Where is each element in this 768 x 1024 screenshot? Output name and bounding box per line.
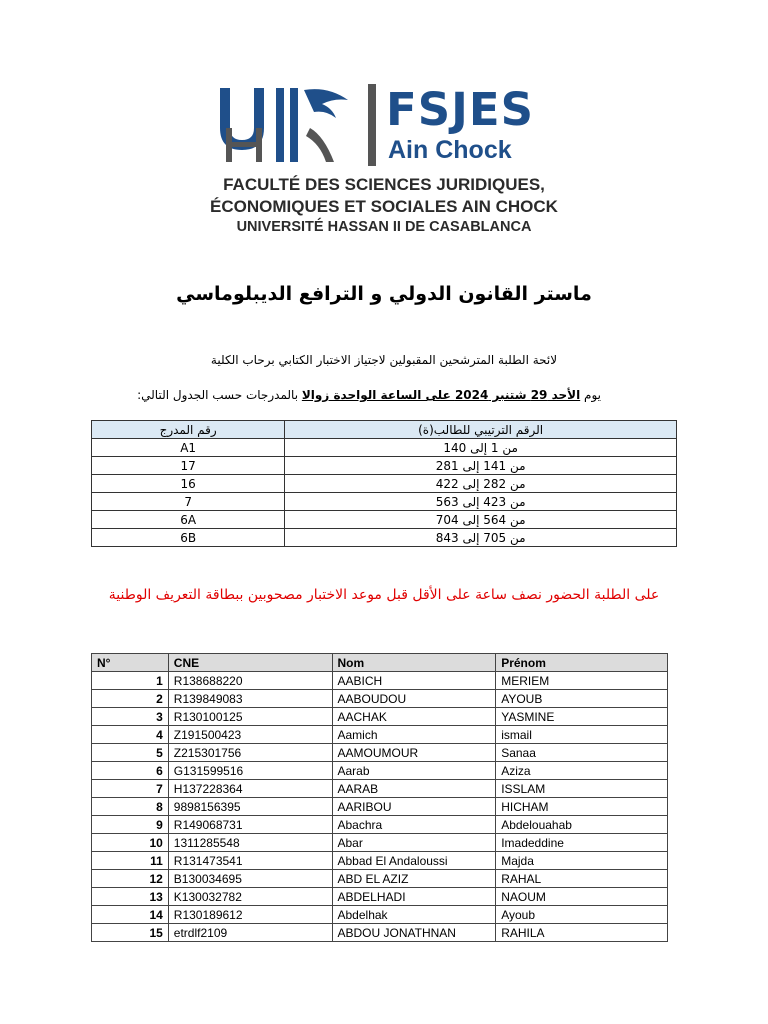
header-number: N° xyxy=(92,654,169,672)
table-row xyxy=(92,744,668,762)
student-nom: Abachra xyxy=(332,816,496,834)
student-number: 5 xyxy=(92,744,169,762)
student-cne: R131473541 xyxy=(168,852,332,870)
student-cne: 1311285548 xyxy=(168,834,332,852)
table-row xyxy=(92,834,668,852)
logo-title: FSJES xyxy=(386,83,535,136)
student-number: 4 xyxy=(92,726,169,744)
rooms-row xyxy=(92,457,677,475)
table-row xyxy=(92,816,668,834)
student-range: من 564 إلى 704 xyxy=(285,511,677,529)
student-prenom: Majda xyxy=(496,852,668,870)
room-number: 16 xyxy=(92,475,285,493)
master-title: ماستر القانون الدولي و الترافع الديبلوماسي xyxy=(176,283,592,305)
table-row xyxy=(92,726,668,744)
student-nom: Aamich xyxy=(332,726,496,744)
student-number: 7 xyxy=(92,780,169,798)
table-row xyxy=(92,690,668,708)
rooms-header-range: الرقم الترتيبي للطالب(ة) xyxy=(285,421,677,439)
student-nom: ABD EL AZIZ xyxy=(332,870,496,888)
student-cne: etrdlf2109 xyxy=(168,924,332,942)
student-prenom: HICHAM xyxy=(496,798,668,816)
student-prenom: RAHILA xyxy=(496,924,668,942)
table-row xyxy=(92,762,668,780)
room-number: 6A xyxy=(92,511,285,529)
room-number: 17 xyxy=(92,457,285,475)
table-row xyxy=(92,906,668,924)
student-prenom: RAHAL xyxy=(496,870,668,888)
student-cne: 9898156395 xyxy=(168,798,332,816)
room-number: 6B xyxy=(92,529,285,547)
student-number: 11 xyxy=(92,852,169,870)
rooms-body xyxy=(92,439,677,547)
student-number: 6 xyxy=(92,762,169,780)
students-table xyxy=(91,653,668,942)
header-prenom: Prénom xyxy=(496,654,668,672)
student-prenom: Imadeddine xyxy=(496,834,668,852)
student-cne: R130189612 xyxy=(168,906,332,924)
student-nom: Abdelhak xyxy=(332,906,496,924)
student-prenom: Sanaa xyxy=(496,744,668,762)
student-number: 13 xyxy=(92,888,169,906)
student-number: 10 xyxy=(92,834,169,852)
student-number: 3 xyxy=(92,708,169,726)
table-row xyxy=(92,780,668,798)
student-cne: Z215301756 xyxy=(168,744,332,762)
student-prenom: Abdelouahab xyxy=(496,816,668,834)
student-cne: H137228364 xyxy=(168,780,332,798)
room-number: A1 xyxy=(92,439,285,457)
student-nom: AABICH xyxy=(332,672,496,690)
student-cne: R130100125 xyxy=(168,708,332,726)
student-range: من 282 إلى 422 xyxy=(285,475,677,493)
rooms-row xyxy=(92,529,677,547)
rooms-row xyxy=(92,493,677,511)
table-row xyxy=(92,924,668,942)
student-number: 15 xyxy=(92,924,169,942)
student-number: 8 xyxy=(92,798,169,816)
student-number: 2 xyxy=(92,690,169,708)
student-number: 1 xyxy=(92,672,169,690)
room-number: 7 xyxy=(92,493,285,511)
student-prenom: ISSLAM xyxy=(496,780,668,798)
student-prenom: ismail xyxy=(496,726,668,744)
student-prenom: NAOUM xyxy=(496,888,668,906)
student-prenom: Aziza xyxy=(496,762,668,780)
date-suffix: بالمدرجات حسب الجدول التالي: xyxy=(137,388,299,402)
students-header-row xyxy=(92,654,668,672)
student-range: من 423 إلى 563 xyxy=(285,493,677,511)
student-nom: ABDOU JONATHNAN xyxy=(332,924,496,942)
rooms-row xyxy=(92,439,677,457)
student-prenom: Ayoub xyxy=(496,906,668,924)
student-prenom: AYOUB xyxy=(496,690,668,708)
exam-date: الأحد 29 شتنبر 2024 على الساعة الواحدة زوالا xyxy=(301,388,581,402)
date-prefix: يوم xyxy=(584,388,601,402)
rooms-header-room: رقم المدرج xyxy=(92,421,285,439)
student-number: 12 xyxy=(92,870,169,888)
student-number: 9 xyxy=(92,816,169,834)
faculty-line-2: ÉCONOMIQUES ET SOCIALES AIN CHOCK xyxy=(210,197,558,216)
uh2-emblem-icon xyxy=(218,84,378,166)
student-nom: ABDELHADI xyxy=(332,888,496,906)
student-cne: Z191500423 xyxy=(168,726,332,744)
table-row xyxy=(92,672,668,690)
list-title: لائحة الطلبة المترشحين المقبولين لاجتياز الاختبار الكتابي برحاب الكلية xyxy=(210,353,558,367)
student-nom: Abar xyxy=(332,834,496,852)
rooms-row xyxy=(92,511,677,529)
rooms-row xyxy=(92,475,677,493)
student-prenom: MERIEM xyxy=(496,672,668,690)
table-row xyxy=(92,852,668,870)
student-cne: R149068731 xyxy=(168,816,332,834)
header-cne: CNE xyxy=(168,654,332,672)
student-cne: G131599516 xyxy=(168,762,332,780)
student-range: من 1 إلى 140 xyxy=(285,439,677,457)
students-body xyxy=(92,672,668,942)
student-cne: K130032782 xyxy=(168,888,332,906)
table-row xyxy=(92,870,668,888)
student-nom: Aarab xyxy=(332,762,496,780)
student-nom: AARAB xyxy=(332,780,496,798)
logo-subtitle: Ain Chock xyxy=(388,136,512,164)
student-nom: Abbad El Andaloussi xyxy=(332,852,496,870)
student-nom: AARIBOU xyxy=(332,798,496,816)
faculty-line-1: FACULTÉ DES SCIENCES JURIDIQUES, xyxy=(223,175,545,194)
table-row xyxy=(92,798,668,816)
student-range: من 141 إلى 281 xyxy=(285,457,677,475)
header-nom: Nom xyxy=(332,654,496,672)
rooms-header-row xyxy=(92,421,677,439)
rooms-table xyxy=(91,420,677,547)
university-name: UNIVERSITÉ HASSAN II DE CASABLANCA xyxy=(236,219,532,235)
student-cne: B130034695 xyxy=(168,870,332,888)
student-nom: AABOUDOU xyxy=(332,690,496,708)
table-row xyxy=(92,888,668,906)
student-nom: AAMOUMOUR xyxy=(332,744,496,762)
exam-date-line xyxy=(100,388,601,402)
student-prenom: YASMINE xyxy=(496,708,668,726)
student-range: من 705 إلى 843 xyxy=(285,529,677,547)
student-cne: R138688220 xyxy=(168,672,332,690)
student-nom: AACHAK xyxy=(332,708,496,726)
student-cne: R139849083 xyxy=(168,690,332,708)
student-number: 14 xyxy=(92,906,169,924)
attendance-notice: على الطلبة الحضور نصف ساعة على الأقل قبل موعد الاختبار مصحوبين ببطاقة التعريف الوطنية xyxy=(108,587,660,603)
table-row xyxy=(92,708,668,726)
